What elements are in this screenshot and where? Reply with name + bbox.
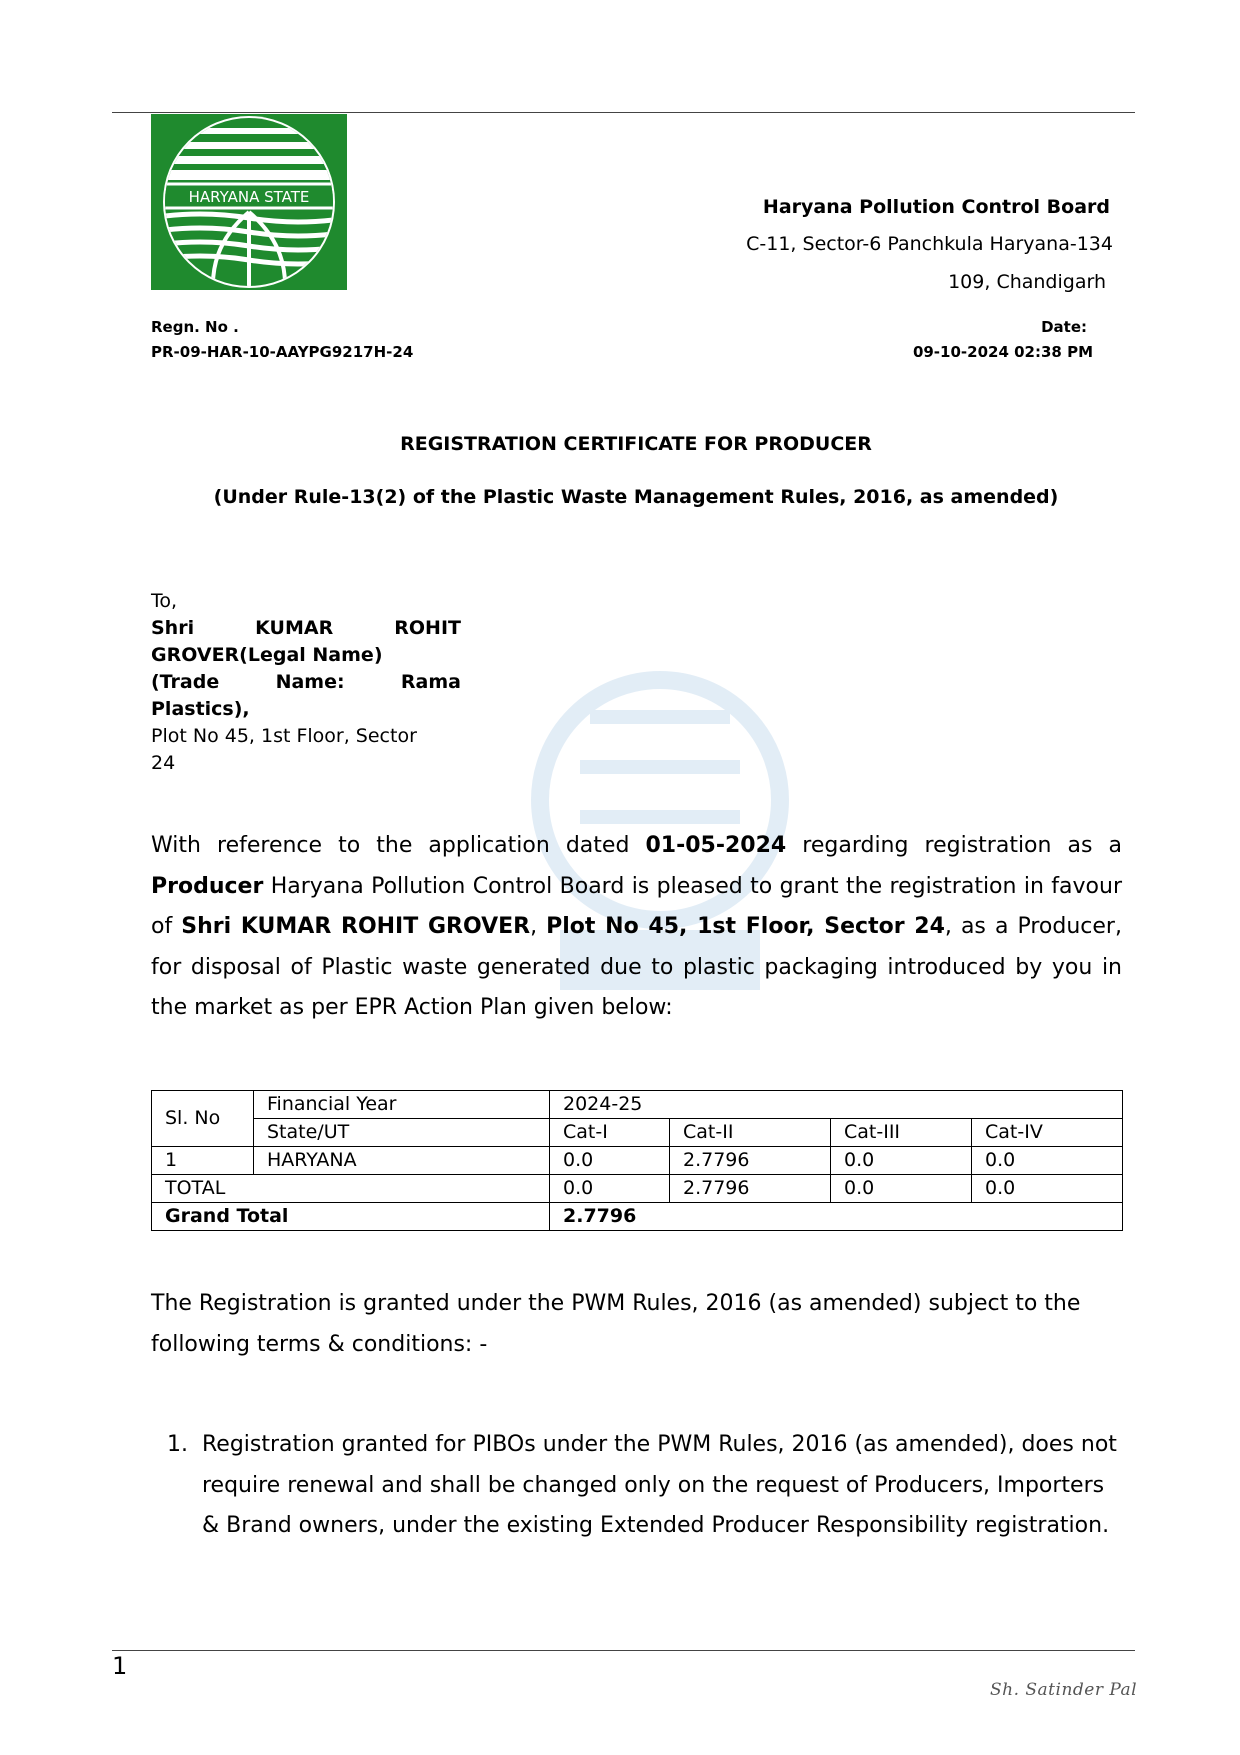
cat-header: Cat-II: [670, 1119, 831, 1147]
cat-header: Cat-III: [831, 1119, 972, 1147]
state-ut-header: State/UT: [254, 1119, 550, 1147]
board-address-line1: C-11, Sector-6 Panchkula Haryana-134: [746, 233, 1113, 255]
sl-no-header: Sl. No: [152, 1091, 254, 1147]
row-value: 0.0: [972, 1147, 1123, 1175]
grand-total-value: 2.7796: [550, 1203, 1123, 1231]
para-text-3: Haryana Pollution Control Board is pleased to grant the registration in favour of: [151, 873, 1122, 939]
recipient-trade-line1: (Trade Name: Rama: [151, 671, 461, 693]
table-row: [152, 1175, 1123, 1203]
para-text-1: With reference to the application dated: [151, 833, 646, 858]
regn-value: PR-09-HAR-10-AAYPG9217H-24: [151, 343, 414, 361]
recipient-address-line1: Plot No 45, 1st Floor, Sector: [151, 725, 417, 747]
recipient-block: [151, 588, 461, 777]
grand-total-label: Grand Total: [152, 1203, 550, 1231]
date-label: Date:: [1041, 318, 1087, 336]
page-number: 1: [112, 1652, 128, 1680]
board-name: Haryana Pollution Control Board: [762, 196, 1110, 218]
logo-text: HARYANA STATE: [188, 188, 310, 206]
terms-intro: The Registration is granted under the PWM Rules, 2016 (as amended) subject to the following terms & conditions: -: [151, 1291, 1081, 1357]
para-text-5: , as a Producer, for disposal of Plastic waste generated due to plastic packaging introduced by you in the market as per EPR Action Plan given below:: [151, 914, 1122, 1020]
certificate-title: REGISTRATION CERTIFICATE FOR PRODUCER: [400, 433, 872, 455]
row-state: HARYANA: [254, 1147, 550, 1175]
recipient-name-line2: GROVER(Legal Name): [151, 644, 383, 666]
epr-action-plan-table: [151, 1090, 1123, 1231]
row-value: 0.0: [550, 1147, 670, 1175]
total-value: 2.7796: [670, 1175, 831, 1203]
para-text-4: ,: [530, 914, 547, 939]
grantee-address: Plot No 45, 1st Floor, Sector 24: [546, 914, 945, 939]
recipient-address-line2: 24: [151, 752, 176, 774]
total-value: 0.0: [831, 1175, 972, 1203]
cat-header: Cat-IV: [972, 1119, 1123, 1147]
table-row: [152, 1091, 1123, 1119]
para-text-2: regarding registration as a: [786, 833, 1123, 858]
to-label: To,: [151, 590, 178, 612]
table-row: [152, 1119, 1123, 1147]
signature: Sh. Satinder Pal: [990, 1680, 1138, 1700]
row-sl: 1: [152, 1147, 254, 1175]
financial-year-label: Financial Year: [254, 1091, 550, 1119]
grant-paragraph: [151, 826, 1122, 1029]
board-address-line2: 109, Chandigarh: [948, 271, 1106, 293]
regn-label: Regn. No .: [151, 318, 239, 336]
total-value: 0.0: [550, 1175, 670, 1203]
cat-header: Cat-I: [550, 1119, 670, 1147]
date-value: 09-10-2024 02:38 PM: [912, 343, 1093, 361]
condition-number: 1.: [167, 1432, 188, 1457]
recipient-trade-line2: Plastics),: [151, 698, 250, 720]
condition-text: Registration granted for PIBOs under the PWM Rules, 2016 (as amended), does not require renewal and shall be changed only on the request of Producers, Importers & Brand owners, under the existing Extended Producer Responsibility registration.: [202, 1432, 1117, 1538]
total-label: TOTAL: [152, 1175, 550, 1203]
footer-rule: [112, 1650, 1135, 1651]
grantee-name: Shri KUMAR ROHIT GROVER: [181, 914, 531, 939]
total-value: 0.0: [972, 1175, 1123, 1203]
recipient-name-line1: Shri KUMAR ROHIT: [151, 617, 461, 639]
application-date: 01-05-2024: [645, 833, 787, 858]
row-value: 0.0: [831, 1147, 972, 1175]
producer-role: Producer: [151, 873, 264, 899]
table-row: [152, 1147, 1123, 1175]
financial-year-value: 2024-25: [550, 1091, 1123, 1119]
list-item: [151, 1425, 1122, 1547]
conditions-list: [151, 1425, 1122, 1547]
header-rule: [112, 112, 1135, 113]
row-value: 2.7796: [670, 1147, 831, 1175]
certificate-subtitle: (Under Rule-13(2) of the Plastic Waste Management Rules, 2016, as amended): [213, 486, 1059, 508]
table-row: [152, 1203, 1123, 1231]
